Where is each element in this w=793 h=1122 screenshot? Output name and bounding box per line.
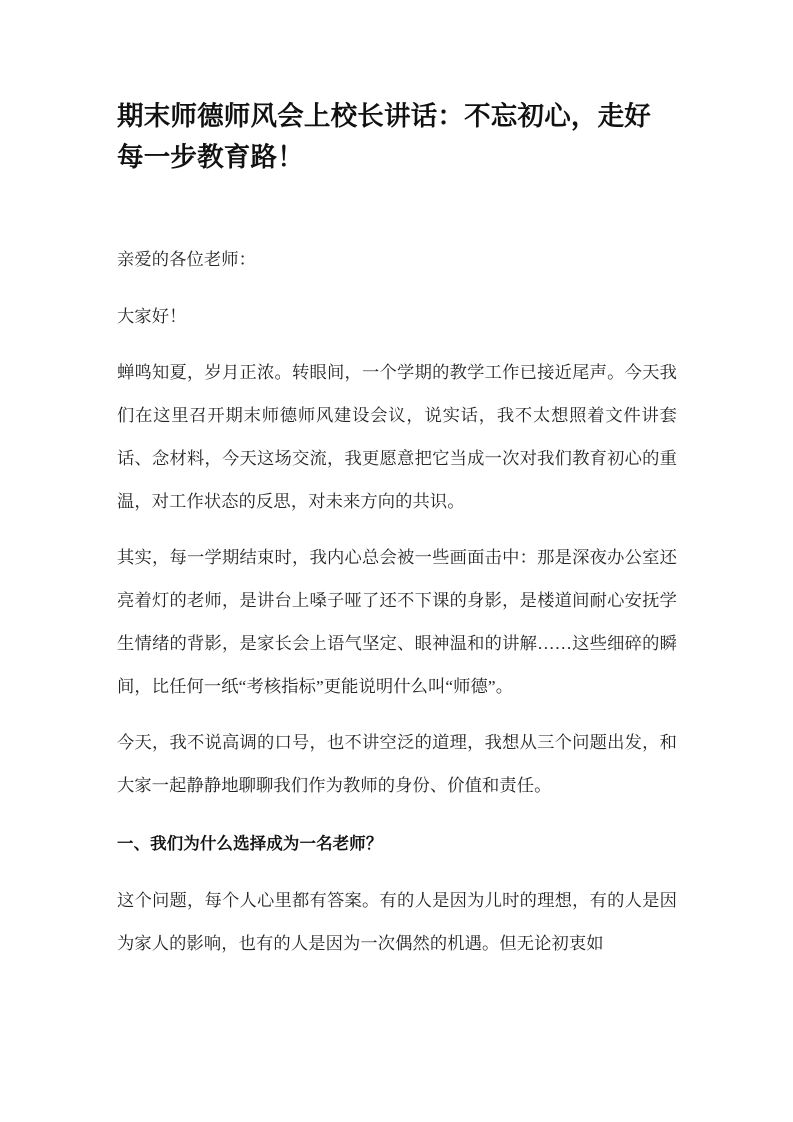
section-heading-1: 一、我们为什么选择成为一名老师？ bbox=[117, 835, 383, 853]
page-title: 期末师德师风会上校长讲话：不忘初心，走好每一步教育路！ bbox=[117, 101, 651, 172]
greeting-line: 大家好！ bbox=[117, 307, 187, 326]
body-paragraph-3: 今天，我不说高调的口号，也不讲空泛的道理，我想从三个问题出发，和大家一起静静地聊聊我们作为教师的身份、价值和责任。 bbox=[117, 733, 677, 795]
body-paragraph-1: 蝉鸣知夏，岁月正浓。转眼间，一个学期的教学工作已接近尾声。今天我们在这里召开期末师德师风建设会议，说实话，我不太想照着文件讲套话、念材料，今天这场交流，我更愿意把它当成一次对我们教育初心的重温，对工作状态的反思，对未来方向的共识。 bbox=[117, 363, 677, 511]
section-paragraph-1: 这个问题，每个人心里都有答案。有的人是因为儿时的理想，有的人是因为家人的影响，也有的人是因为一次偶然的机遇。但无论初衷如 bbox=[117, 891, 677, 953]
body-paragraph-2: 其实，每一学期结束时，我内心总会被一些画面击中：那是深夜办公室还亮着灯的老师，是讲台上嗓子哑了还不下课的身影，是楼道间耐心安抚学生情绪的背影，是家长会上语气坚定、眼神温和的讲解……这些细碎的瞬间，比任何一纸“考核指标”更能说明什么叫“师德”。 bbox=[117, 548, 677, 696]
document-body bbox=[117, 96, 677, 965]
salutation-line: 亲爱的各位老师： bbox=[117, 250, 257, 269]
